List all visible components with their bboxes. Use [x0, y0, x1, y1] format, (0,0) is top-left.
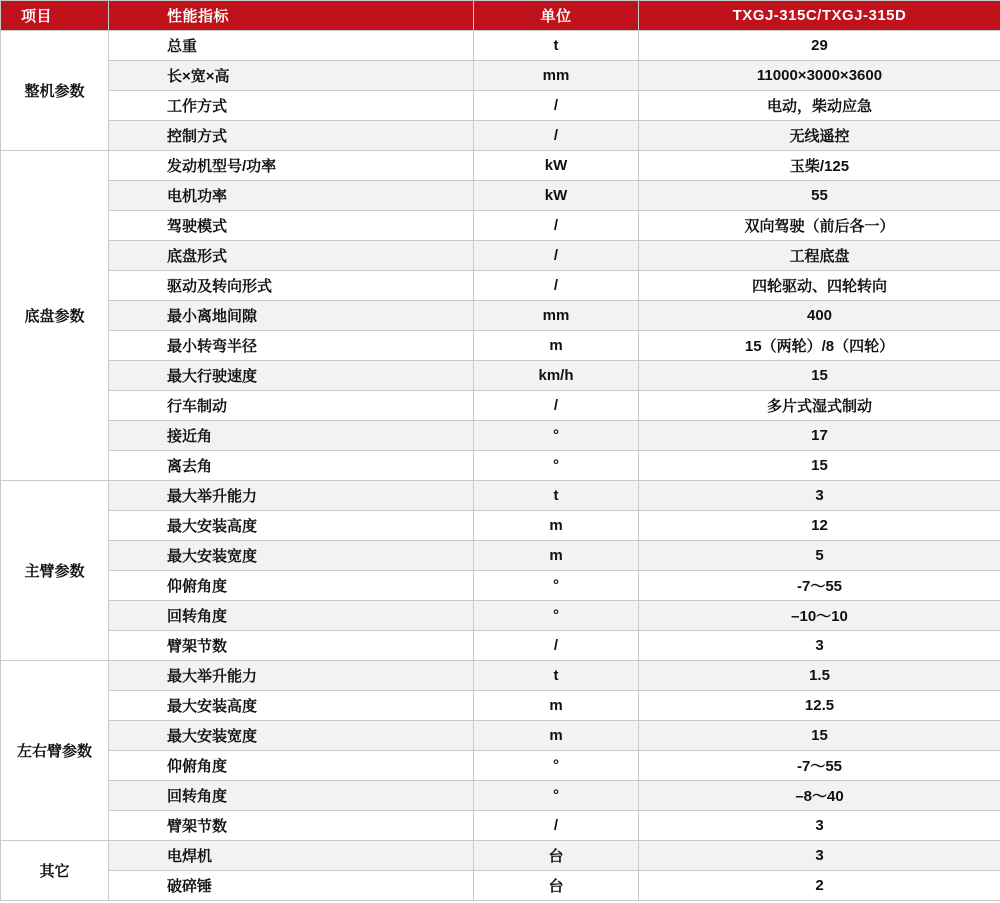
unit-cell: 台	[474, 871, 639, 901]
table-row	[1, 721, 1000, 751]
item-cell: 臂架节数	[109, 811, 474, 841]
table-row	[1, 331, 1000, 361]
unit-cell: m	[474, 721, 639, 751]
value-cell: 400	[639, 301, 1000, 331]
unit-cell: kW	[474, 181, 639, 211]
item-cell: 驱动及转向形式	[109, 271, 474, 301]
table-row	[1, 631, 1000, 661]
unit-cell: t	[474, 31, 639, 61]
table-row	[1, 91, 1000, 121]
item-cell: 控制方式	[109, 121, 474, 151]
value-cell: -7～55	[639, 571, 1000, 601]
item-cell: 破碎锤	[109, 871, 474, 901]
value-cell: 15	[639, 721, 1000, 751]
value-cell: 5	[639, 541, 1000, 571]
table-row	[1, 391, 1000, 421]
value-cell: 12	[639, 511, 1000, 541]
group-cell: 其它	[1, 841, 109, 901]
item-cell: 长×宽×高	[109, 61, 474, 91]
unit-cell: mm	[474, 61, 639, 91]
group-cell: 整机参数	[1, 31, 109, 151]
value-cell: 15（两轮）/8（四轮）	[639, 331, 1000, 361]
item-cell: 行车制动	[109, 391, 474, 421]
value-cell: 工程底盘	[639, 241, 1000, 271]
item-cell: 最大举升能力	[109, 481, 474, 511]
unit-cell: /	[474, 121, 639, 151]
item-cell: 最大安装高度	[109, 691, 474, 721]
item-cell: 驾驶模式	[109, 211, 474, 241]
item-cell: 电机功率	[109, 181, 474, 211]
unit-cell: m	[474, 511, 639, 541]
table-row	[1, 601, 1000, 631]
item-cell: 发动机型号/功率	[109, 151, 474, 181]
table-row	[1, 121, 1000, 151]
value-cell: 17	[639, 421, 1000, 451]
value-cell: 3	[639, 811, 1000, 841]
table-row	[1, 241, 1000, 271]
table-row	[1, 511, 1000, 541]
table-row	[1, 571, 1000, 601]
header-value: TXGJ-315C/TXGJ-315D	[639, 1, 1000, 31]
table-row	[1, 151, 1000, 181]
table-row	[1, 691, 1000, 721]
unit-cell: /	[474, 91, 639, 121]
item-cell: 总重	[109, 31, 474, 61]
item-cell: 最小转弯半径	[109, 331, 474, 361]
unit-cell: 台	[474, 841, 639, 871]
item-cell: 接近角	[109, 421, 474, 451]
value-cell: 15	[639, 451, 1000, 481]
item-cell: 最小离地间隙	[109, 301, 474, 331]
item-cell: 底盘形式	[109, 241, 474, 271]
value-cell: 2	[639, 871, 1000, 901]
table-header	[1, 1, 1000, 31]
header-item: 性能指标	[109, 1, 474, 31]
unit-cell: °	[474, 571, 639, 601]
table-row	[1, 781, 1000, 811]
unit-cell: °	[474, 751, 639, 781]
table-row	[1, 751, 1000, 781]
table-row	[1, 31, 1000, 61]
group-cell: 主臂参数	[1, 481, 109, 661]
item-cell: 臂架节数	[109, 631, 474, 661]
table-row	[1, 451, 1000, 481]
item-cell: 最大安装宽度	[109, 541, 474, 571]
unit-cell: /	[474, 211, 639, 241]
table-row	[1, 841, 1000, 871]
value-cell: 29	[639, 31, 1000, 61]
unit-cell: kW	[474, 151, 639, 181]
item-cell: 最大举升能力	[109, 661, 474, 691]
unit-cell: °	[474, 781, 639, 811]
item-cell: 回转角度	[109, 781, 474, 811]
table-row	[1, 361, 1000, 391]
unit-cell: t	[474, 481, 639, 511]
item-cell: 仰俯角度	[109, 751, 474, 781]
unit-cell: /	[474, 391, 639, 421]
value-cell: 1.5	[639, 661, 1000, 691]
item-cell: 电焊机	[109, 841, 474, 871]
table-body	[1, 31, 1000, 901]
unit-cell: km/h	[474, 361, 639, 391]
table-row	[1, 61, 1000, 91]
item-cell: 仰俯角度	[109, 571, 474, 601]
item-cell: 最大安装宽度	[109, 721, 474, 751]
value-cell: 3	[639, 631, 1000, 661]
table-row	[1, 481, 1000, 511]
unit-cell: /	[474, 271, 639, 301]
table-row	[1, 421, 1000, 451]
unit-cell: /	[474, 631, 639, 661]
unit-cell: °	[474, 451, 639, 481]
unit-cell: m	[474, 541, 639, 571]
table-row	[1, 211, 1000, 241]
value-cell: 3	[639, 481, 1000, 511]
value-cell: 12.5	[639, 691, 1000, 721]
value-cell: 电动，柴动应急	[639, 91, 1000, 121]
unit-cell: °	[474, 421, 639, 451]
item-cell: 回转角度	[109, 601, 474, 631]
value-cell: 四轮驱动、四轮转向	[639, 271, 1000, 301]
value-cell: –8～40	[639, 781, 1000, 811]
value-cell: 15	[639, 361, 1000, 391]
table-row	[1, 301, 1000, 331]
item-cell: 最大安装高度	[109, 511, 474, 541]
group-cell: 底盘参数	[1, 151, 109, 481]
value-cell: 3	[639, 841, 1000, 871]
item-cell: 最大行驶速度	[109, 361, 474, 391]
unit-cell: /	[474, 241, 639, 271]
table-row	[1, 181, 1000, 211]
value-cell: 多片式湿式制动	[639, 391, 1000, 421]
unit-cell: t	[474, 661, 639, 691]
header-unit: 单位	[474, 1, 639, 31]
value-cell: –10～10	[639, 601, 1000, 631]
unit-cell: °	[474, 601, 639, 631]
value-cell: 双向驾驶（前后各一）	[639, 211, 1000, 241]
value-cell: 无线遥控	[639, 121, 1000, 151]
header-group: 项目	[1, 1, 109, 31]
table-row	[1, 541, 1000, 571]
table-row	[1, 661, 1000, 691]
value-cell: 55	[639, 181, 1000, 211]
value-cell: 玉柴/125	[639, 151, 1000, 181]
table-header-row	[1, 1, 1000, 31]
value-cell: 11000×3000×3600	[639, 61, 1000, 91]
table-row	[1, 871, 1000, 901]
unit-cell: mm	[474, 301, 639, 331]
item-cell: 离去角	[109, 451, 474, 481]
unit-cell: m	[474, 691, 639, 721]
table-row	[1, 811, 1000, 841]
group-cell: 左右臂参数	[1, 661, 109, 841]
item-cell: 工作方式	[109, 91, 474, 121]
unit-cell: m	[474, 331, 639, 361]
unit-cell: /	[474, 811, 639, 841]
value-cell: -7～55	[639, 751, 1000, 781]
table-row	[1, 271, 1000, 301]
